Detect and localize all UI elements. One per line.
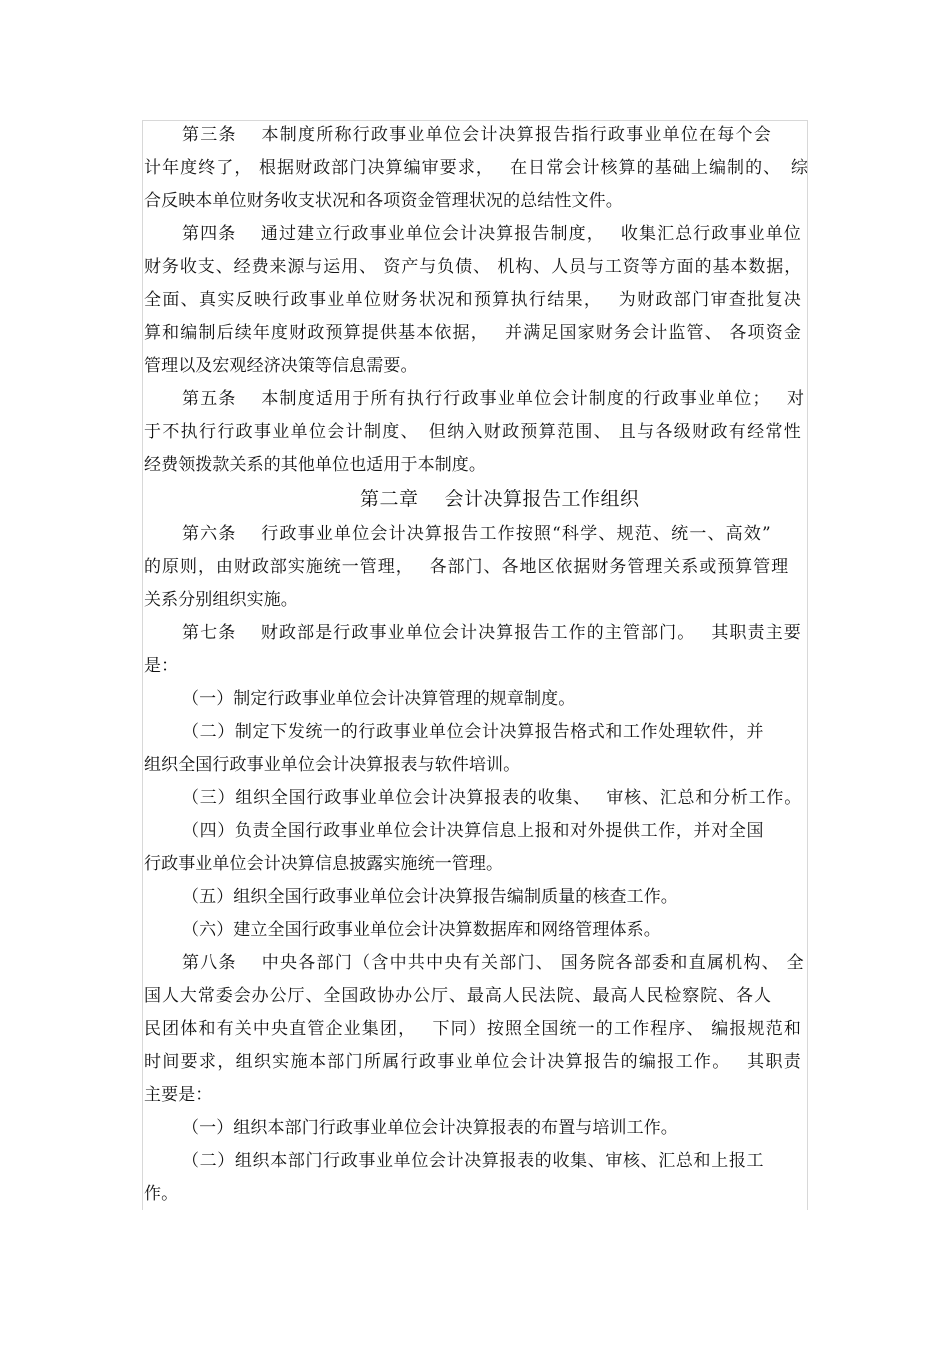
article-7-item-3: （三）组织全国行政事业单位会计决算报表的收集、 审核、汇总和分析工作。: [182, 788, 802, 808]
article-6-line-1: 第六条 行政事业单位会计决算报告工作按照“科学、规范、统一、高效”: [182, 524, 772, 544]
article-8-item-2-line-2: 作。: [144, 1184, 179, 1204]
article-3-line-1: 第三条 本制度所称行政事业单位会计决算报告指行政事业单位在每个会: [182, 125, 772, 145]
article-8-line-4: 时间要求，组织实施本部门所属行政事业单位会计决算报告的编报工作。 其职责: [144, 1052, 803, 1072]
article-8-line-5: 主要是：: [144, 1085, 213, 1105]
article-7-item-5: （五）组织全国行政事业单位会计决算报告编制质量的核查工作。: [182, 887, 678, 907]
article-3-line-3: 合反映本单位财务收支状况和各项资金管理状况的总结性文件。: [144, 191, 623, 211]
page-frame-right: [807, 120, 808, 1210]
article-7-item-2-line-2: 组织全国行政事业单位会计决算报表与软件培训。: [144, 755, 521, 775]
article-5-line-3: 经费领拨款关系的其他单位也适用于本制度。: [144, 455, 486, 475]
article-8-item-2-line-1: （二）组织本部门行政事业单位会计决算报表的收集、审核、汇总和上报工: [182, 1151, 765, 1171]
article-7-item-2-line-1: （二）制定下发统一的行政事业单位会计决算报告格式和工作处理软件，并: [182, 722, 765, 742]
chapter-2-heading: 第二章 会计决算报告工作组织: [360, 488, 640, 510]
article-4-line-3: 全面、真实反映行政事业单位财务状况和预算执行结果， 为财政部门审查批复决: [144, 290, 803, 310]
article-4-line-4: 算和编制后续年度财政预算提供基本依据， 并满足国家财务会计监管、 各项资金: [144, 323, 803, 343]
article-6-line-3: 关系分别组织实施。: [144, 590, 298, 610]
article-7-item-4-line-2: 行政事业单位会计决算信息披露实施统一管理。: [144, 854, 504, 874]
article-7-line-1: 第七条 财政部是行政事业单位会计决算报告工作的主管部门。 其职责主要: [182, 623, 802, 643]
article-4-line-5: 管理以及宏观经济决策等信息需要。: [144, 356, 418, 376]
article-7-item-4-line-1: （四）负责全国行政事业单位会计决算信息上报和对外提供工作，并对全国: [182, 821, 765, 841]
article-8-line-1: 第八条 中央各部门（含中共中央有关部门、 国务院各部委和直属机构、 全: [182, 953, 805, 973]
article-5-line-2: 于不执行行政事业单位会计制度、 但纳入财政预算范围、 且与各级财政有经常性: [144, 422, 803, 442]
article-7-item-6: （六）建立全国行政事业单位会计决算数据库和网络管理体系。: [182, 920, 661, 940]
page-frame-left: [142, 120, 143, 1210]
article-7-item-1: （一）制定行政事业单位会计决算管理的规章制度。: [182, 689, 576, 709]
article-6-line-2: 的原则，由财政部实施统一管理， 各部门、各地区依据财务管理关系或预算管理: [144, 557, 790, 577]
article-4-line-2: 财务收支、经费来源与运用、 资产与负债、 机构、人员与工资等方面的基本数据，: [144, 257, 803, 277]
article-8-line-2: 国人大常委会办公厅、全国政协办公厅、最高人民法院、最高人民检察院、各人: [144, 986, 772, 1006]
article-8-line-3: 民团体和有关中央直管企业集团， 下同）按照全国统一的工作程序、 编报规范和: [144, 1019, 803, 1039]
article-7-line-2: 是：: [144, 656, 179, 676]
article-4-line-1: 第四条 通过建立行政事业单位会计决算报告制度， 收集汇总行政事业单位: [182, 224, 802, 244]
article-3-line-2: 计年度终了， 根据财政部门决算编审要求， 在日常会计核算的基础上编制的、 综: [144, 158, 809, 178]
article-8-item-1: （一）组织本部门行政事业单位会计决算报表的布置与培训工作。: [182, 1118, 678, 1138]
article-5-line-1: 第五条 本制度适用于所有执行行政事业单位会计制度的行政事业单位； 对: [182, 389, 806, 409]
page-frame-top: [142, 120, 808, 121]
